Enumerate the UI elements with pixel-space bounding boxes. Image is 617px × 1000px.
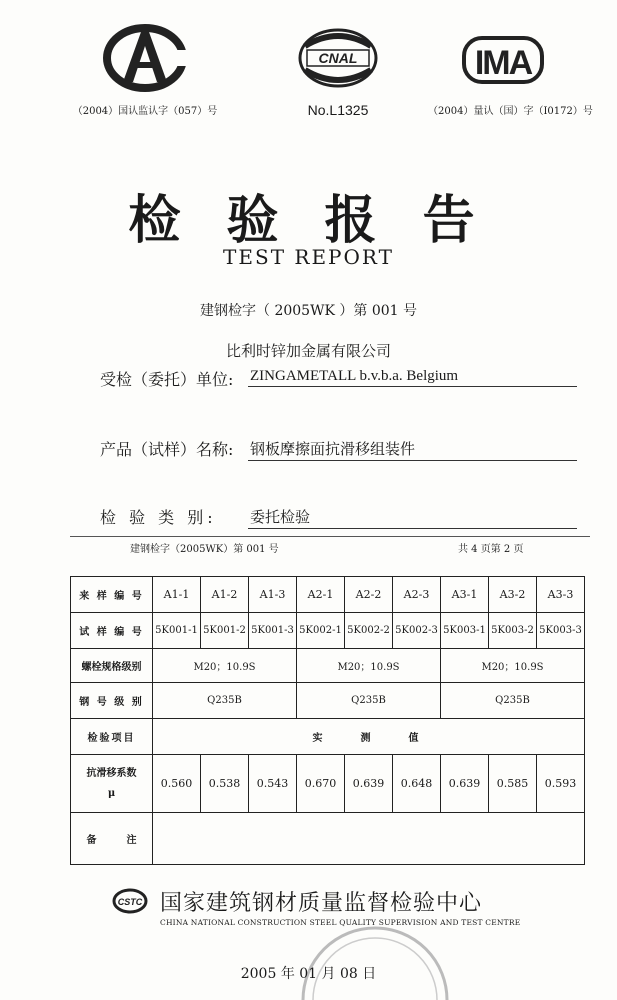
specimen-no-cell: 5K003-2: [489, 613, 537, 649]
slip-coefficient-cell: 0.560: [153, 755, 201, 813]
ac-logo-icon: [97, 22, 193, 94]
cert-mark-ima: [428, 22, 593, 117]
sample-no-label: 来 样 编 号: [71, 577, 153, 613]
sample-no-cell: A2-2: [345, 577, 393, 613]
specimen-no-label: 试 样 编 号: [71, 613, 153, 649]
table-row: [71, 683, 585, 719]
steel-grade-label: 钢 号 级 别: [71, 683, 153, 719]
page-header-page-count: 共 4 页第 2 页: [458, 544, 524, 555]
specimen-no-cell: 5K003-1: [441, 613, 489, 649]
cert-mark-ac: [70, 22, 220, 117]
page-header-report-no: 建钢检字（2005WK）第 001 号: [130, 544, 279, 555]
slip-coefficient-cell: 0.538: [201, 755, 249, 813]
sample-no-cell: A3-1: [441, 577, 489, 613]
table-row: [71, 577, 585, 613]
specimen-no-cell: 5K002-2: [345, 613, 393, 649]
specimen-no-cell: 5K002-3: [393, 613, 441, 649]
client-value: ZINGAMETALL b.v.b.a. Belgium: [248, 368, 577, 387]
report-date: 2005 年 01 月 08 日: [240, 966, 377, 982]
product-label: 产品（试样）名称:: [100, 440, 234, 459]
cstc-logo-icon: [112, 888, 148, 914]
specimen-no-cell: 5K003-3: [537, 613, 585, 649]
steel-grade-cell: Q235B: [297, 683, 441, 719]
specimen-no-cell: 5K001-2: [201, 613, 249, 649]
specimen-no-cell: 5K002-1: [297, 613, 345, 649]
test-item-label: 检验项目: [71, 719, 153, 755]
table-row: [71, 613, 585, 649]
bolt-spec-label: 螺栓规格级别: [71, 649, 153, 683]
slip-coefficient-cell: 0.639: [441, 755, 489, 813]
bolt-spec-cell: M20；10.9S: [441, 649, 585, 683]
measured-value-label: 实 测 值: [153, 719, 585, 755]
sample-no-cell: A3-2: [489, 577, 537, 613]
sample-no-cell: A2-1: [297, 577, 345, 613]
table-row: [71, 755, 585, 813]
report-number: 建钢检字（ 2005WK ）第 001 号: [200, 303, 417, 319]
specimen-no-cell: 5K001-1: [153, 613, 201, 649]
product-value: 钢板摩擦面抗滑移组装件: [248, 438, 577, 461]
slip-coefficient-label-line1: 抗滑移系数: [86, 767, 137, 779]
client-label: 受检（委托）单位:: [100, 370, 234, 389]
slip-coefficient-cell: 0.585: [489, 755, 537, 813]
client-name-cn: 比利时锌加金属有限公司: [225, 342, 391, 360]
test-results-table: [70, 576, 585, 865]
steel-grade-cell: Q235B: [441, 683, 585, 719]
ima-logo-icon: [458, 22, 548, 94]
sample-no-cell: A2-3: [393, 577, 441, 613]
cert-caption-ac: （2004）国认监认字（057）号: [72, 106, 218, 117]
official-seal-icon: [300, 912, 450, 1000]
category-value: 委托检验: [248, 506, 577, 529]
cnal-logo-icon: [293, 22, 383, 94]
cert-caption-cnal: No.L1325: [307, 102, 369, 118]
slip-coefficient-cell: 0.593: [537, 755, 585, 813]
steel-grade-cell: Q235B: [153, 683, 297, 719]
svg-text:IMA: IMA: [474, 44, 532, 82]
sample-no-cell: A1-2: [201, 577, 249, 613]
svg-text:CNAL: CNAL: [318, 50, 358, 66]
remarks-cell: [153, 813, 585, 865]
slip-coefficient-cell: 0.639: [345, 755, 393, 813]
table-row: [71, 649, 585, 683]
org-name-en: CHINA NATIONAL CONSTRUCTION STEEL QUALITY SUPERVISION AND TEST CENTRE: [160, 918, 521, 927]
sample-no-cell: A3-3: [537, 577, 585, 613]
specimen-no-cell: 5K001-3: [249, 613, 297, 649]
slip-coefficient-cell: 0.543: [249, 755, 297, 813]
table-row: [71, 813, 585, 865]
slip-coefficient-label-line2: μ: [107, 787, 116, 799]
remarks-label: 备 注: [71, 813, 153, 865]
report-title-en: TEST REPORT: [223, 245, 394, 269]
bolt-spec-cell: M20；10.9S: [297, 649, 441, 683]
org-name-cn: 国家建筑钢材质量监督检验中心: [160, 891, 483, 916]
header-divider: [70, 536, 590, 537]
table-row: [71, 719, 585, 755]
report-title-cn: 检 验 报 告: [128, 190, 489, 251]
category-label: 检 验 类 别:: [100, 508, 217, 527]
cert-mark-cnal: [263, 22, 413, 118]
cert-caption-ima: （2004）量认（国）字（I0172）号: [428, 106, 593, 117]
slip-coefficient-cell: 0.648: [393, 755, 441, 813]
slip-coefficient-label: [71, 755, 153, 813]
svg-text:CSTC: CSTC: [117, 897, 143, 907]
bolt-spec-cell: M20；10.9S: [153, 649, 297, 683]
sample-no-cell: A1-1: [153, 577, 201, 613]
slip-coefficient-cell: 0.670: [297, 755, 345, 813]
sample-no-cell: A1-3: [249, 577, 297, 613]
